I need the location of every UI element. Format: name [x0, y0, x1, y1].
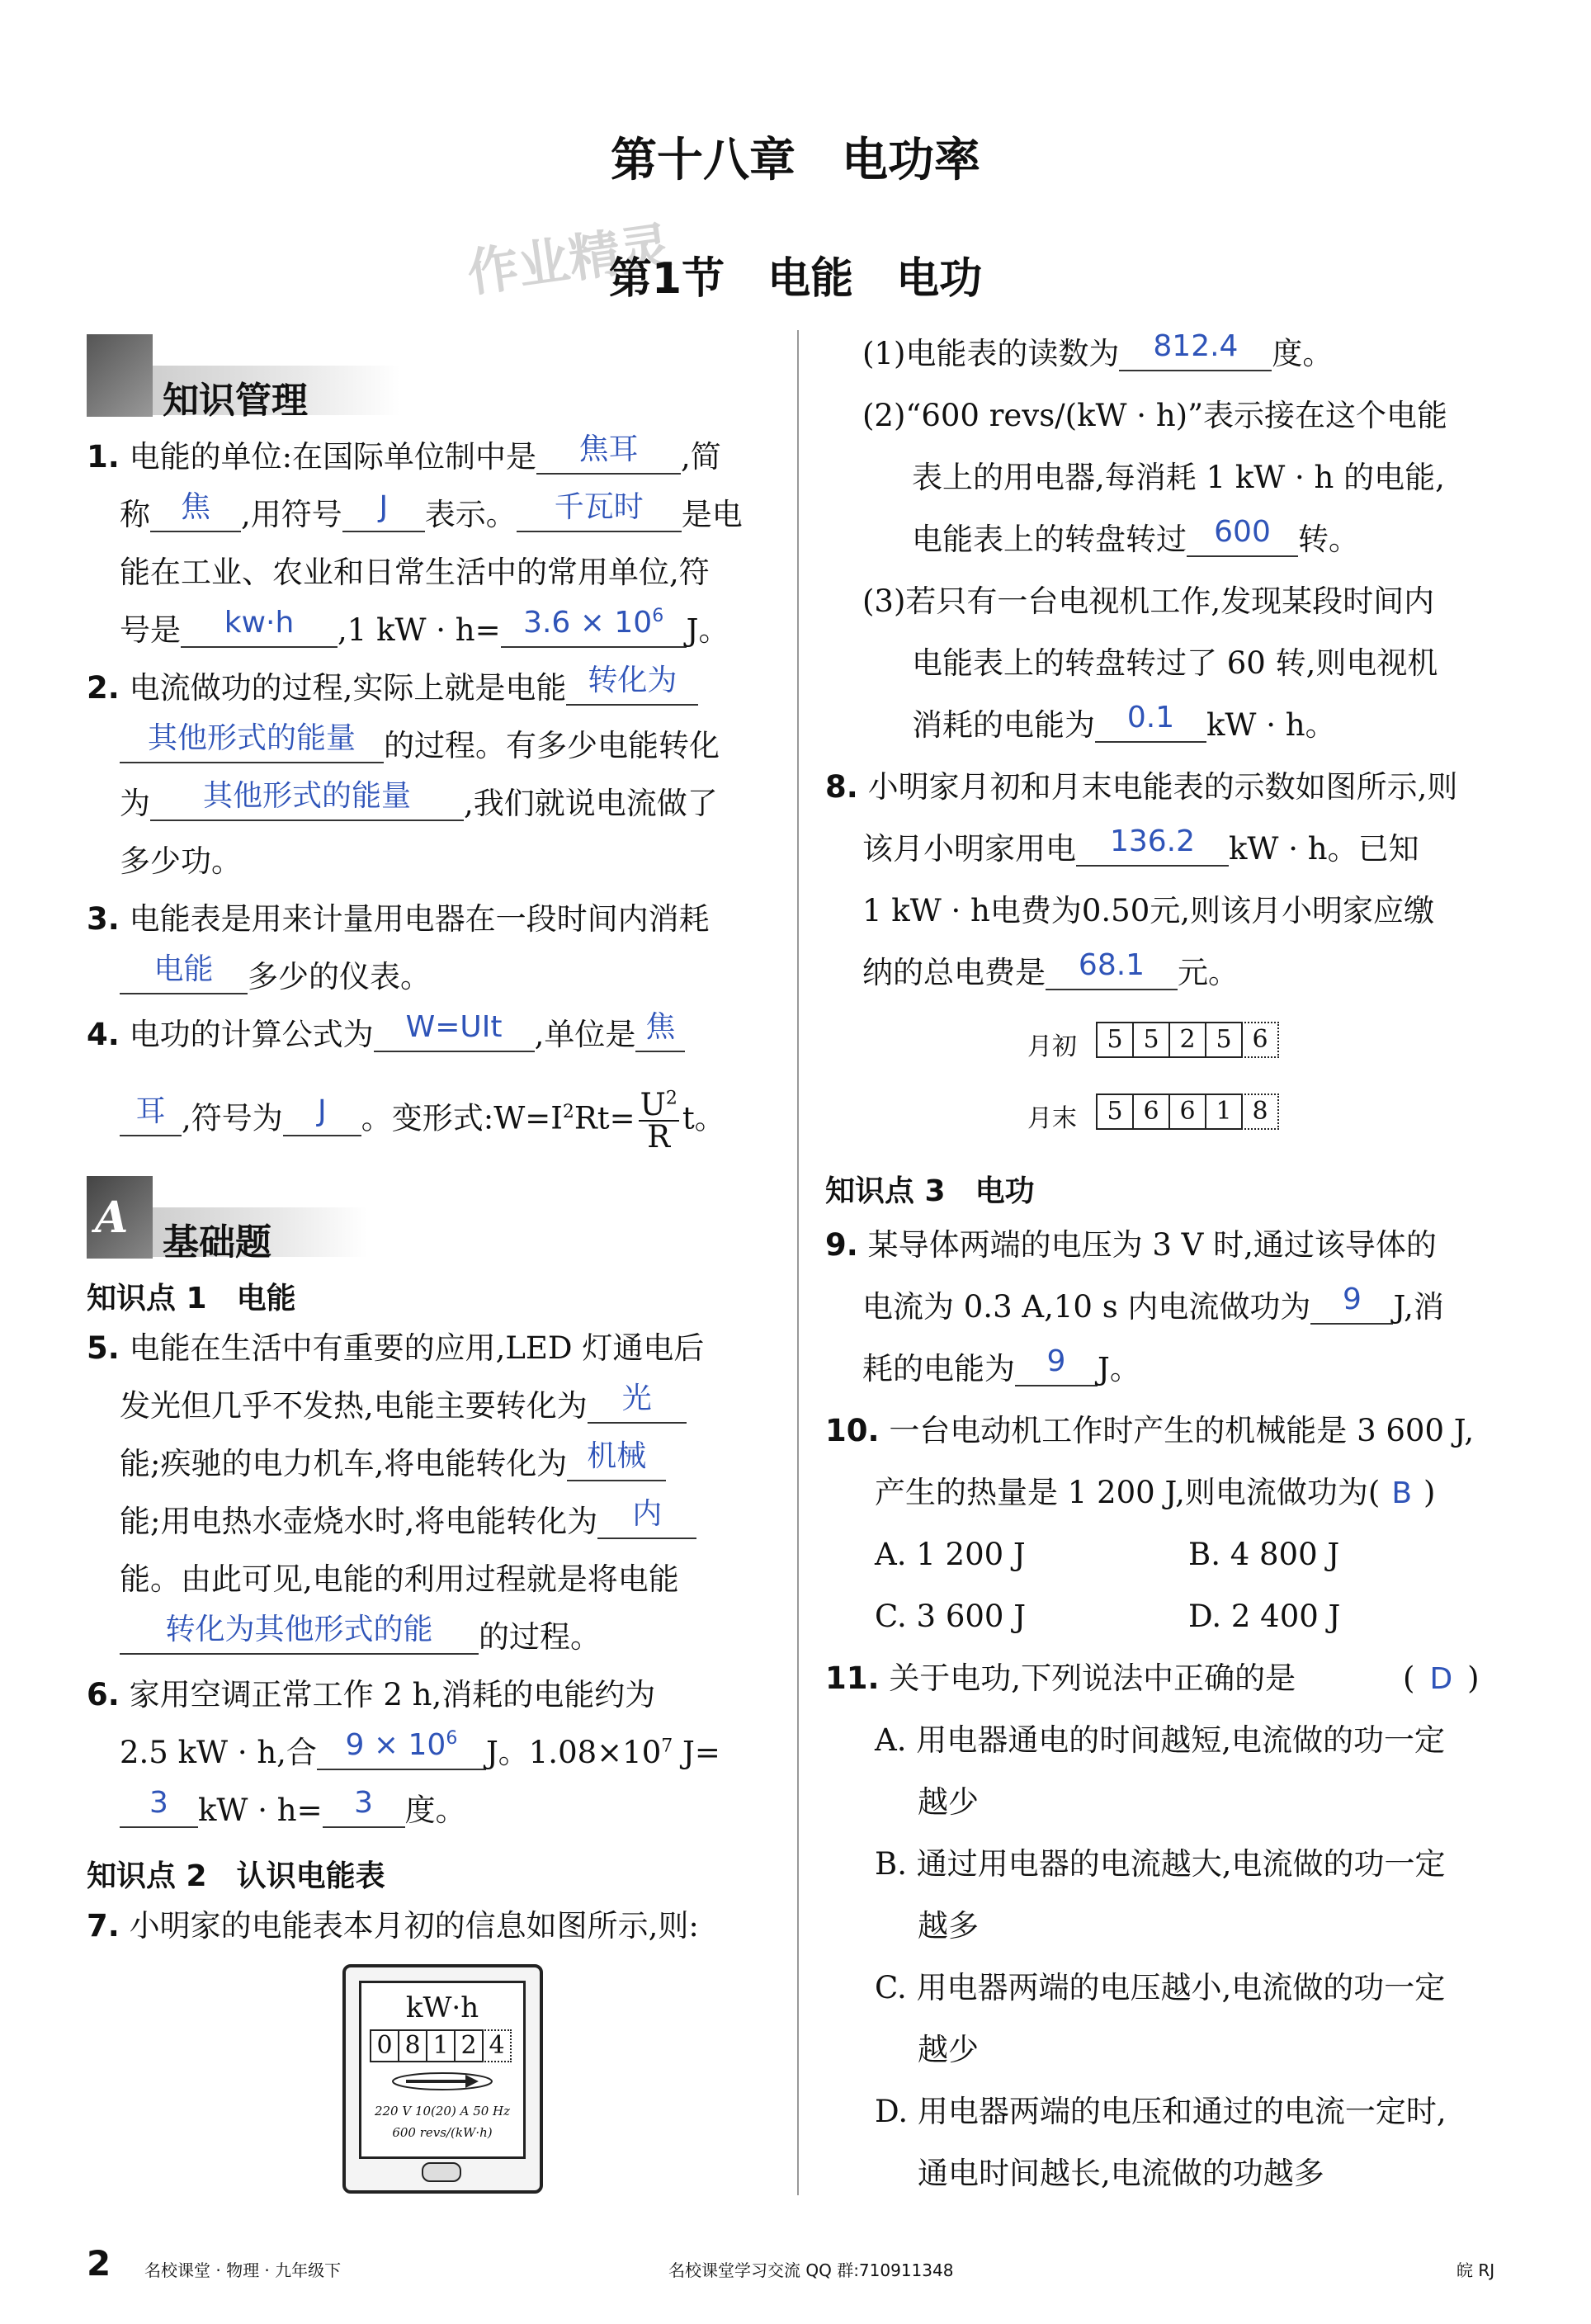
text: J。 — [686, 612, 729, 648]
reading-digit: 6 — [1132, 1094, 1170, 1130]
bar-block — [87, 334, 153, 417]
answer-blank — [150, 490, 241, 532]
knowledge-point-2: 知识点 2 认识电能表 — [87, 1859, 385, 1893]
question-number: 7. — [87, 1908, 120, 1944]
answer: J — [379, 490, 389, 524]
question-number: 5. — [87, 1330, 120, 1366]
row-label: 月末 — [1027, 1103, 1077, 1133]
q5-line5 — [120, 1561, 679, 1597]
answer-blank — [567, 1439, 666, 1481]
text: 电功的计算公式为 — [129, 1017, 374, 1052]
text: 是电 — [681, 497, 743, 532]
answer: 3 — [354, 1786, 374, 1820]
text: J。 — [1098, 1351, 1140, 1386]
text: 纳的总电费是 — [862, 955, 1046, 990]
answer: 千瓦时 — [554, 490, 644, 524]
answer: 内 — [632, 1497, 663, 1531]
q6-line3 — [120, 1786, 466, 1828]
q11-answer-bracket — [1403, 1660, 1480, 1696]
question-number: 11. — [825, 1660, 880, 1696]
q5-line3 — [120, 1439, 666, 1481]
meter-face — [359, 1981, 526, 2159]
q10-option-b: B. 4 800 J — [1188, 1537, 1340, 1572]
q1-line4 — [120, 606, 729, 648]
answer: 68.1 — [1078, 948, 1145, 982]
watermark: 作业精灵 — [463, 215, 675, 304]
chapter-title: 第十八章 电功率 — [611, 134, 980, 187]
text: 电能的单位:在国际单位制中是 — [129, 439, 537, 475]
reading-digit: 5 — [1096, 1022, 1134, 1058]
text: 电流做功的过程,实际上就是电能 — [129, 670, 567, 706]
meter-knob — [422, 2162, 461, 2182]
q11-option-a-1: A. 用电器通电的时间越短,电流做的功一定 — [875, 1722, 1446, 1758]
question-number: 6. — [87, 1677, 120, 1712]
answer: 转化为其他形式的能 — [165, 1613, 433, 1646]
text: 转。 — [1298, 522, 1359, 557]
answer: 光 — [621, 1382, 652, 1415]
superscript: 7 — [661, 1736, 673, 1757]
row-label: 月初 — [1027, 1032, 1077, 1061]
answer: 机械 — [587, 1439, 647, 1473]
q1-line3 — [120, 557, 710, 588]
knowledge-point-1: 知识点 1 电能 — [87, 1282, 296, 1316]
text: (2)“600 revs/(kW · h)”表示接在这个电能 — [862, 398, 1447, 433]
answer-blank — [517, 490, 682, 532]
meter-digits — [371, 2029, 512, 2062]
answer: D — [1429, 1662, 1453, 1696]
answer-blank — [1015, 1344, 1098, 1386]
text: Rt= — [574, 1100, 635, 1136]
meter-spec-1: 220 V 10(20) A 50 Hz — [374, 2104, 511, 2119]
meter-digit: 2 — [454, 2029, 484, 2062]
reading-digit: 5 — [1205, 1022, 1243, 1058]
text: (3)若只有一台电视机工作,发现某段时间内 — [862, 583, 1435, 619]
answer: 转化为 — [588, 664, 677, 697]
fraction-denominator: R — [647, 1119, 671, 1155]
answer-blank — [1076, 824, 1229, 867]
text: 元。 — [1178, 955, 1239, 990]
text: 消耗的电能为 — [912, 707, 1095, 743]
answer: 其他形式的能量 — [147, 721, 356, 755]
q9-line2 — [862, 1282, 1444, 1325]
q6-line2 — [120, 1728, 720, 1770]
text: 电能表上的转盘转过 — [912, 522, 1187, 557]
meter-digit: 1 — [426, 2029, 456, 2062]
meter-digit: 0 — [370, 2029, 399, 2062]
text: 一台电动机工作时产生的机械能是 3 600 J, — [889, 1413, 1475, 1448]
text: ,符号为 — [182, 1100, 283, 1136]
question-number: 1. — [87, 439, 120, 475]
q4-line1 — [87, 1010, 685, 1052]
reading-digit: 5 — [1132, 1022, 1170, 1058]
question-number: 9. — [825, 1227, 858, 1263]
answer: 9 — [1342, 1282, 1362, 1316]
text: ,简 — [681, 439, 721, 475]
section-bar-knowledge — [87, 334, 400, 422]
answer-blank — [1119, 329, 1272, 371]
reading-digit: 1 — [1205, 1094, 1243, 1130]
bar-title: 基础题 — [163, 1221, 271, 1264]
q1-line2 — [120, 490, 743, 532]
fraction — [639, 1087, 679, 1155]
answer-blank — [536, 432, 681, 475]
text: kW · h= — [198, 1793, 323, 1828]
answer-blank — [635, 1010, 685, 1052]
text: J,消 — [1393, 1289, 1444, 1325]
question-number: 3. — [87, 901, 120, 937]
text: 度。 — [1272, 336, 1334, 371]
q11-option-c-1: C. 用电器两端的电压越小,电流做的功一定 — [875, 1970, 1446, 2005]
text: 小明家月初和月末电能表的示数如图所示,则 — [867, 769, 1458, 805]
reading-digit: 6 — [1241, 1022, 1279, 1058]
answer-blank — [566, 664, 698, 706]
text: ,单位是 — [534, 1017, 636, 1052]
footer-right: 皖 RJ — [1456, 2260, 1495, 2280]
text: 能;用电热水壶烧水时,将电能转化为 — [120, 1504, 598, 1539]
footer-left: 名校课堂 · 物理 · 九年级下 — [144, 2260, 342, 2280]
q7-s3-line2 — [912, 645, 1438, 681]
q7-s3-line1 — [862, 583, 1435, 619]
text: kW · h。已知 — [1229, 831, 1419, 867]
text: ) — [1467, 1660, 1480, 1696]
meter-digit: 4 — [482, 2029, 512, 2062]
q3-line1 — [87, 901, 710, 937]
answer-blank — [1310, 1282, 1393, 1325]
text: 该月小明家用电 — [862, 831, 1076, 867]
meter-spec-2: 600 revs/(kW·h) — [392, 2125, 493, 2140]
q11-line1 — [825, 1660, 1296, 1696]
answer-blank — [1046, 948, 1178, 990]
answer: J — [317, 1094, 327, 1128]
q7-s3-line3 — [912, 701, 1336, 743]
text: U — [640, 1087, 666, 1122]
question-number: 2. — [87, 670, 120, 706]
text: 电流为 0.3 A,10 s 内电流做功为 — [862, 1289, 1311, 1325]
text: 号是 — [120, 612, 181, 648]
text: 电能表上的转盘转过了 60 转,则电视机 — [912, 645, 1438, 681]
q11-option-c-2: 越少 — [918, 2032, 979, 2067]
section-bar-basic — [87, 1176, 367, 1264]
answer: 9 × 10 — [345, 1728, 446, 1762]
q8-line3 — [862, 895, 1434, 926]
text: 为 — [120, 786, 150, 821]
text: 电能表是用来计量用电器在一段时间内消耗 — [129, 901, 710, 937]
q7-line1 — [87, 1908, 699, 1944]
meter-unit: kW·h — [405, 1991, 479, 2024]
answer-blank — [283, 1094, 361, 1136]
q11-option-d-1: D. 用电器两端的电压和通过的电流一定时, — [875, 2094, 1447, 2129]
text: ( — [1403, 1660, 1415, 1696]
footer-center: 名校课堂学习交流 QQ 群:710911348 — [668, 2260, 954, 2280]
q8-line2 — [862, 824, 1419, 867]
answer-blank — [374, 1010, 535, 1052]
q10-line1 — [825, 1415, 1474, 1446]
text: 。变形式:W=I — [361, 1100, 563, 1136]
answer: B — [1391, 1476, 1413, 1510]
superscript: 2 — [665, 1088, 677, 1109]
text: 能;疾驰的电力机车,将电能转化为 — [120, 1446, 568, 1481]
electric-meter-figure — [342, 1964, 543, 2194]
text: 的过程。 — [479, 1619, 601, 1655]
answer-blank — [323, 1786, 405, 1828]
text: ,1 kW · h= — [338, 612, 501, 648]
text: 能在工业、农业和日常生活中的常用单位,符 — [120, 555, 710, 590]
q7-s2-line2 — [912, 462, 1445, 493]
q8-line4 — [862, 948, 1239, 990]
q2-line1 — [87, 664, 698, 706]
answer: 电能 — [153, 952, 214, 986]
text: J= — [673, 1735, 720, 1770]
text: 耗的电能为 — [862, 1351, 1015, 1386]
answer-blank — [120, 952, 248, 994]
answer: 3 — [149, 1786, 168, 1820]
column-divider — [797, 330, 799, 2195]
q2-line4 — [120, 843, 242, 879]
q11-option-a-2: 越少 — [918, 1784, 979, 1820]
answer: 0.1 — [1126, 701, 1175, 735]
answer: 焦 — [180, 490, 210, 524]
q7-s1 — [862, 329, 1334, 371]
superscript: 2 — [562, 1102, 574, 1123]
fraction-numerator — [639, 1089, 679, 1122]
answer: 其他形式的能量 — [202, 779, 411, 813]
answer: 600 — [1214, 515, 1271, 549]
text: 关于电功,下列说法中正确的是 — [889, 1660, 1296, 1696]
section-title: 第1节 电能 电功 — [608, 254, 983, 304]
answer-blank — [501, 606, 687, 648]
meter-digit: 8 — [398, 2029, 427, 2062]
answer-blank — [317, 1728, 486, 1770]
answer: W=UIt — [405, 1010, 503, 1044]
answer: 9 — [1046, 1344, 1066, 1378]
answer-blank — [120, 1613, 479, 1655]
q7-s2-line1 — [862, 400, 1447, 431]
q11-option-b-1: B. 通过用电器的电流越大,电流做的功一定 — [875, 1846, 1446, 1882]
text: t。 — [682, 1100, 725, 1136]
text: 1 kW · h电费为0.50元,则该月小明家应缴 — [862, 893, 1435, 928]
q8-line1 — [825, 769, 1458, 805]
answer: 耳 — [135, 1094, 166, 1128]
q2-line2 — [120, 721, 720, 763]
text: 电能在生活中有重要的应用,LED 灯通电后 — [129, 1330, 705, 1366]
q11-option-d-2: 通电时间越长,电流做的功越多 — [918, 2156, 1324, 2191]
text: 度。 — [404, 1793, 466, 1828]
text: J。1.08×10 — [485, 1735, 662, 1770]
text: 发光但几乎不发热,电能主要转化为 — [120, 1388, 588, 1424]
answer: 焦 — [645, 1010, 676, 1044]
reading-digit: 5 — [1096, 1094, 1134, 1130]
text: 表上的用电器,每消耗 1 kW · h 的电能, — [912, 460, 1445, 495]
q10-option-c: C. 3 600 J — [875, 1599, 1027, 1634]
text: 家用空调正常工作 2 h,消耗的电能约为 — [129, 1677, 656, 1712]
text: ,用符号 — [241, 497, 342, 532]
answer-blank — [342, 490, 425, 532]
reading-digit: 8 — [1241, 1094, 1279, 1130]
question-number: 8. — [825, 769, 858, 805]
q4-line2 — [120, 1087, 725, 1155]
text: 能。由此可见,电能的利用过程就是将电能 — [120, 1561, 679, 1597]
q9-line3 — [862, 1344, 1140, 1386]
knowledge-point-3: 知识点 3 电功 — [825, 1174, 1035, 1208]
text: 小明家的电能表本月初的信息如图所示,则: — [129, 1908, 699, 1944]
answer-blank — [181, 606, 338, 648]
answer-blank — [150, 779, 464, 821]
text: 称 — [120, 497, 150, 532]
question-number: 4. — [87, 1017, 120, 1052]
text: ,我们就说电流做了 — [464, 786, 718, 821]
answer-blank — [120, 1786, 198, 1828]
question-number: 10. — [825, 1413, 880, 1448]
q5-line4 — [120, 1497, 696, 1539]
bar-letter: A — [95, 1193, 129, 1243]
q3-line2 — [120, 952, 431, 994]
text: 表示。 — [424, 497, 517, 532]
q5-line1 — [87, 1330, 705, 1366]
q1-line1 — [87, 432, 721, 475]
answer-blank — [588, 1382, 687, 1424]
answer-sup: 6 — [652, 606, 664, 626]
text: 多少的仪表。 — [248, 959, 431, 994]
answer: 3.6 × 10 — [523, 606, 653, 640]
q10-line2 — [875, 1477, 1435, 1509]
reading-digit: 6 — [1168, 1094, 1206, 1130]
answer-blank — [1095, 701, 1206, 743]
q5-line6 — [120, 1613, 601, 1655]
answer: 812.4 — [1153, 329, 1239, 363]
text: kW · h。 — [1206, 707, 1336, 743]
text: 的过程。有多少电能转化 — [384, 728, 720, 763]
reading-row-start — [1027, 1022, 1279, 1062]
q2-line3 — [120, 779, 718, 821]
answer-blank — [1187, 515, 1298, 557]
text: 多少功。 — [120, 843, 242, 879]
text: 某导体两端的电压为 3 V 时,通过该导体的 — [867, 1227, 1437, 1263]
q5-line2 — [120, 1382, 687, 1424]
answer: 焦耳 — [578, 432, 639, 466]
answer-sup: 6 — [446, 1728, 458, 1749]
bar-title: 知识管理 — [163, 380, 308, 422]
q7-s2-line3 — [912, 515, 1359, 557]
q11-option-b-2: 越多 — [918, 1908, 979, 1944]
answer-blank — [597, 1497, 696, 1539]
answer: kw·h — [224, 606, 295, 640]
text: 产生的热量是 1 200 J,则电流做功为( — [875, 1475, 1381, 1510]
q9-line1 — [825, 1227, 1437, 1263]
reading-row-end — [1027, 1094, 1279, 1134]
text: 2.5 kW · h,合 — [120, 1735, 317, 1770]
q10-option-a: A. 1 200 J — [875, 1537, 1026, 1572]
q10-option-d: D. 2 400 J — [1188, 1599, 1341, 1634]
answer-blank — [120, 1094, 182, 1136]
text: (1)电能表的读数为 — [862, 336, 1120, 371]
reading-digit: 2 — [1168, 1022, 1206, 1058]
meter-disc-icon — [386, 2069, 498, 2094]
page-number: 2 — [87, 2243, 111, 2284]
text: ) — [1423, 1475, 1436, 1510]
q6-line1 — [87, 1679, 655, 1710]
answer: 136.2 — [1109, 824, 1196, 858]
answer-blank — [120, 721, 384, 763]
